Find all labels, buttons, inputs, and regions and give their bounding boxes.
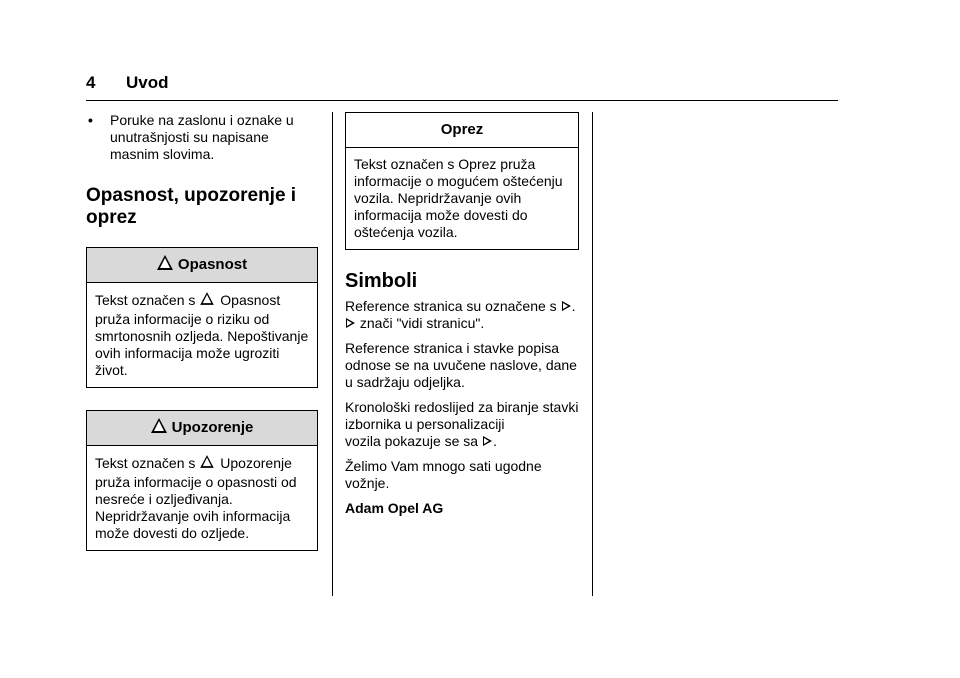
danger-box-body [87,283,317,387]
caution-box [345,112,579,250]
warning-inline-word: Upozorenje [220,455,292,471]
danger-inline-word: Opasnost [220,292,281,308]
section-title-symbols: Simboli [345,270,418,292]
chapter-title: Uvod [126,73,169,92]
symbols-paragraph-4: Želimo Vam mnogo sati ugodne vožnje. [345,458,542,491]
warning-triangle-icon [200,292,214,305]
warning-box-title: Upozorenje [171,419,254,436]
symbols-paragraph-1 [345,298,579,332]
signature: Adam Opel AG [345,500,444,516]
p3-b: vozila pokazuje se sa [345,433,479,449]
column-divider-left [332,112,333,596]
caution-box-body [346,148,578,249]
menu-sequence-icon [483,436,492,446]
p3-a: Kronološki redoslijed za biranje stavki izbornika u personalizaciji [345,399,579,432]
warning-triangle-icon [200,455,214,468]
danger-body-text: pruža informacije o riziku od smrtonosnih ozljeda. Nepoštivanje ovih informacija može ugroziti život. [95,311,309,378]
p1-mid: . [571,298,576,314]
page-number: 4 [86,73,96,92]
p1-after: znači "vidi stranicu". [359,315,485,331]
warning-triangle-icon [151,418,167,433]
danger-box-title: Opasnost [177,256,248,273]
page-header [86,70,838,101]
p1-before: Reference stranica su označene s [345,298,557,314]
danger-intro: Tekst označen s [95,292,196,308]
p3-end: . [492,433,497,449]
column-divider-right [592,112,593,596]
column-left [86,108,318,551]
section-title-danger-warning-caution: Opasnost, upozorenje i oprez [86,185,297,228]
page-reference-icon [562,301,571,311]
danger-box-header [87,248,317,283]
caution-body-text: Tekst označen s Oprez pruža informacije o mogućem oštećenju vozila. Nepridržavanje ovih informacija može dovesti do oštećenja vozila. [354,156,563,240]
warning-box-body [87,446,317,550]
warning-triangle-icon [157,255,173,270]
warning-intro: Tekst označen s [95,455,196,471]
caution-box-title: Oprez [440,121,484,138]
bullet-text: Poruke na zaslonu i oznake u unutrašnjosti su napisane masnim slovima. [110,112,294,162]
caution-box-header [346,113,578,148]
page-reference-icon [346,318,355,328]
bullet-item [86,112,318,163]
symbols-paragraph-3 [345,399,579,450]
warning-box-header [87,411,317,446]
symbols-paragraph-2: Reference stranica i stavke popisa odnose se na uvučene naslove, dane u sadržaju odjeljka. [345,340,577,390]
warning-box [86,410,318,551]
column-right [345,108,579,525]
bullet-dot: • [88,112,93,128]
danger-box [86,247,318,388]
warning-body-text: pruža informacije o opasnosti od nesreće i ozljeđivanja. Nepridržavanje ovih informacija može dovesti do ozljede. [95,474,297,541]
